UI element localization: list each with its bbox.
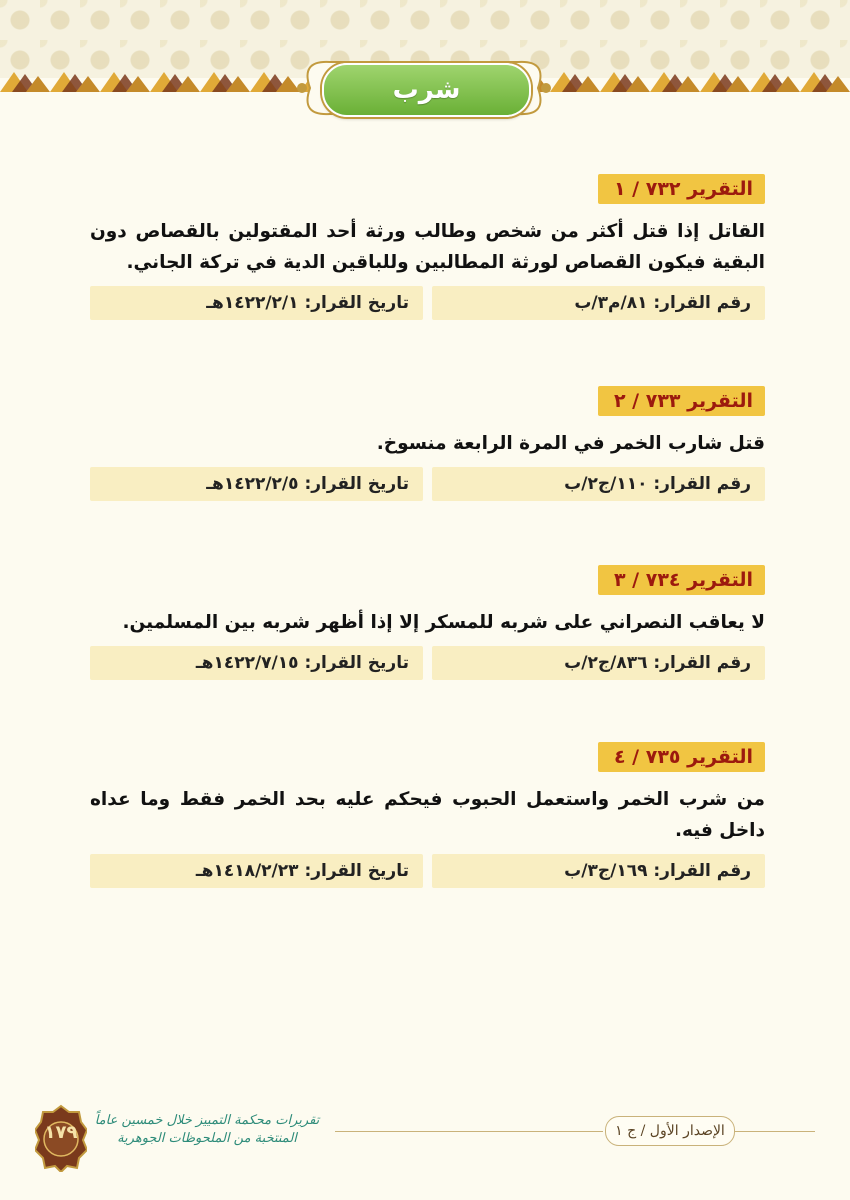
book-title xyxy=(92,1112,322,1148)
report-label: التقرير ٧٣٤ / ٣ xyxy=(598,565,765,595)
page-number: ١٧٩ xyxy=(44,1122,78,1143)
book-title-line-2: المنتخبة من الملحوظات الجوهرية xyxy=(117,1131,297,1146)
report-section-4 xyxy=(90,742,765,888)
report-section-3 xyxy=(90,565,765,680)
decision-meta xyxy=(90,286,765,320)
report-label: التقرير ٧٣٥ / ٤ xyxy=(598,742,765,772)
page-title: شرب xyxy=(322,63,531,117)
decision-date: تاريخ القرار: ١٤١٨/٢/٢٣هـ xyxy=(90,854,423,888)
decision-number: رقم القرار: ١١٠/ج٢/ب xyxy=(432,467,765,501)
report-text: من شرب الخمر واستعمل الحبوب فيحكم عليه بحد الخمر فقط وما عداه داخل فيه. xyxy=(90,789,765,841)
decision-date: تاريخ القرار: ١٤٢٢/٧/١٥هـ xyxy=(90,646,423,680)
decision-number: رقم القرار: ٨١/م٣/ب xyxy=(432,286,765,320)
decision-meta xyxy=(90,854,765,888)
decision-meta xyxy=(90,467,765,501)
footer-divider-left xyxy=(335,1131,603,1132)
edition-label: الإصدار الأول / ج ١ xyxy=(605,1116,735,1146)
report-label: التقرير ٧٣٣ / ٢ xyxy=(598,386,765,416)
decision-meta xyxy=(90,646,765,680)
decision-date: تاريخ القرار: ١٤٢٢/٢/١هـ xyxy=(90,286,423,320)
report-text: لا يعاقب النصراني على شربه للمسكر إلا إذا أظهر شربه بين المسلمين. xyxy=(122,612,765,633)
report-text: قتل شارب الخمر في المرة الرابعة منسوخ. xyxy=(376,433,765,454)
footer-divider-right xyxy=(735,1131,815,1132)
decision-date: تاريخ القرار: ١٤٢٢/٢/٥هـ xyxy=(90,467,423,501)
report-section-2 xyxy=(90,386,765,501)
report-label: التقرير ٧٣٢ / ١ xyxy=(598,174,765,204)
report-section-1 xyxy=(90,174,765,320)
decision-number: رقم القرار: ٨٣٦/ج٢/ب xyxy=(432,646,765,680)
book-title-line-1: تقريرات محكمة التمييز خلال خمسين عاماً xyxy=(94,1113,320,1128)
report-text: القاتل إذا قتل أكثر من شخص وطالب ورثة أحد المقتولين بالقصاص دون البقية فيكون القصاص لورثة المطالبين وللباقين الدية في تركة الجاني. xyxy=(90,221,765,273)
decision-number: رقم القرار: ١٦٩/ج٣/ب xyxy=(432,854,765,888)
